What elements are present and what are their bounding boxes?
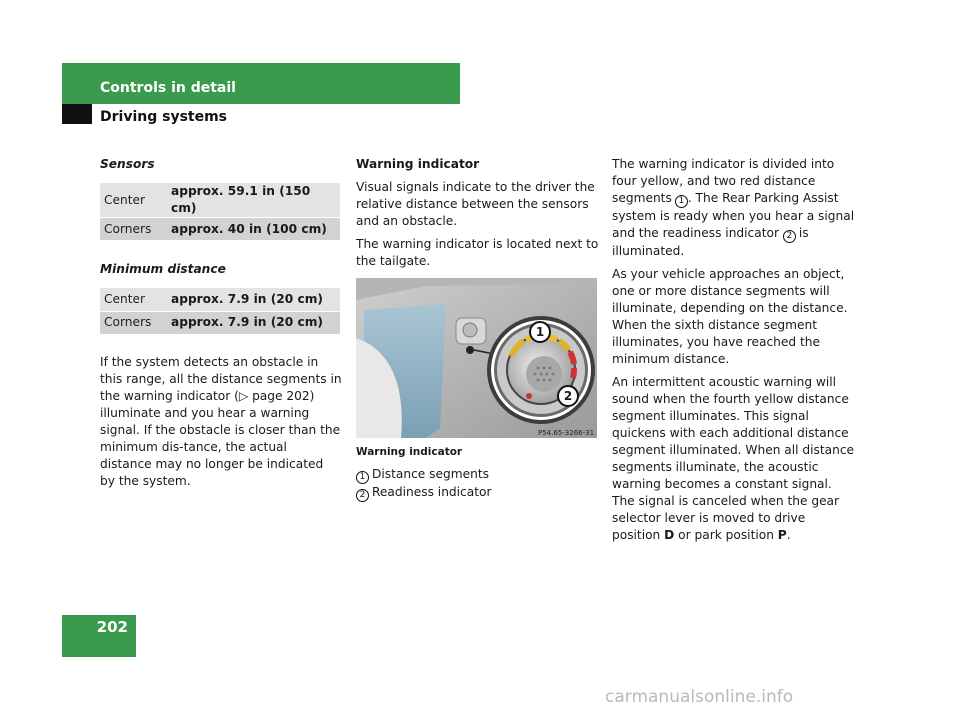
number-badge: 2 bbox=[356, 489, 369, 502]
text-run: or park position bbox=[678, 528, 774, 542]
sensors-table bbox=[100, 183, 340, 241]
section-title: Driving systems bbox=[100, 109, 228, 125]
watermark: carmanualsonline.info bbox=[605, 687, 794, 707]
table-cell-value: approx. 7.9 in (20 cm) bbox=[167, 288, 340, 311]
callout-2: 2 bbox=[557, 385, 579, 407]
legend-item bbox=[356, 484, 600, 502]
table-row bbox=[100, 183, 340, 218]
text-run: is illuminated. bbox=[612, 226, 809, 258]
table-row bbox=[100, 288, 340, 311]
image-code: P54.65-3266-31 bbox=[538, 429, 595, 437]
text-run: The warning indicator is divided into four yellow, and two red distance segments bbox=[612, 157, 835, 205]
header-tab bbox=[62, 104, 92, 124]
text-run: . bbox=[786, 528, 791, 542]
acoustic-paragraph bbox=[612, 374, 856, 544]
obstacle-paragraph: If the system detects an obstacle in this range, all the distance segments in the warning indicator (▷ page 202) illuminate and you hear a warning signal. If the obstacle is closer than the minimum dis-tance, the actual distance may no longer be indicated by the system. bbox=[100, 354, 342, 488]
column-middle bbox=[356, 156, 600, 502]
minimum-distance-heading: Minimum distance bbox=[100, 262, 226, 276]
table-cell-label: Corners bbox=[100, 311, 167, 334]
table-cell-value: approx. 59.1 in (150 cm) bbox=[167, 183, 340, 218]
table-cell-label: Center bbox=[100, 183, 167, 218]
table-cell-value: approx. 7.9 in (20 cm) bbox=[167, 311, 340, 334]
legend-item bbox=[356, 466, 600, 484]
warning-indicator-photo bbox=[356, 278, 597, 438]
legend-text: Distance segments bbox=[372, 467, 489, 481]
text-run: An intermittent acoustic warning will sound when the fourth yellow distance segment illuminates. This signal quickens with each additional distance segment illuminated. When all distance segments illuminate, the acoustic warning becomes a constant signal. The signal is canceled when the gear selector lever is moved to drive position bbox=[612, 375, 855, 542]
number-badge: 1 bbox=[356, 471, 369, 484]
visual-signals-paragraph: Visual signals indicate to the driver the relative distance between the sensors and an obstacle. bbox=[356, 180, 595, 228]
column-right bbox=[612, 156, 856, 544]
sensors-heading: Sensors bbox=[100, 157, 155, 171]
number-badge: 2 bbox=[783, 230, 796, 243]
minimum-distance-table bbox=[100, 288, 340, 335]
table-cell-label: Corners bbox=[100, 218, 167, 241]
photo-caption: Warning indicator bbox=[356, 446, 463, 458]
page-number: 202 bbox=[96, 618, 128, 636]
table-row bbox=[100, 311, 340, 334]
text-run: . The Rear Parking Assist system is ready when you hear a signal and the readiness indicator bbox=[612, 191, 855, 240]
callout-1: 1 bbox=[529, 321, 551, 343]
table-cell-value: approx. 40 in (100 cm) bbox=[167, 218, 340, 241]
chapter-title: Controls in detail bbox=[100, 80, 236, 96]
location-paragraph: The warning indicator is located next to the tailgate. bbox=[356, 237, 599, 268]
approach-paragraph: As your vehicle approaches an object, one or more distance segments will illuminate, depending on the distance. When the sixth distance segment illuminates, you have reached the minimum distance. bbox=[612, 267, 848, 366]
table-cell-label: Center bbox=[100, 288, 167, 311]
gear-d: D bbox=[664, 528, 675, 542]
gear-p: P bbox=[777, 528, 787, 542]
warning-indicator-heading: Warning indicator bbox=[356, 157, 480, 171]
segments-paragraph bbox=[612, 156, 856, 260]
legend-text: Readiness indicator bbox=[372, 485, 492, 499]
number-badge: 1 bbox=[675, 195, 688, 208]
column-left bbox=[100, 156, 342, 490]
table-row bbox=[100, 218, 340, 241]
legend bbox=[356, 466, 600, 502]
